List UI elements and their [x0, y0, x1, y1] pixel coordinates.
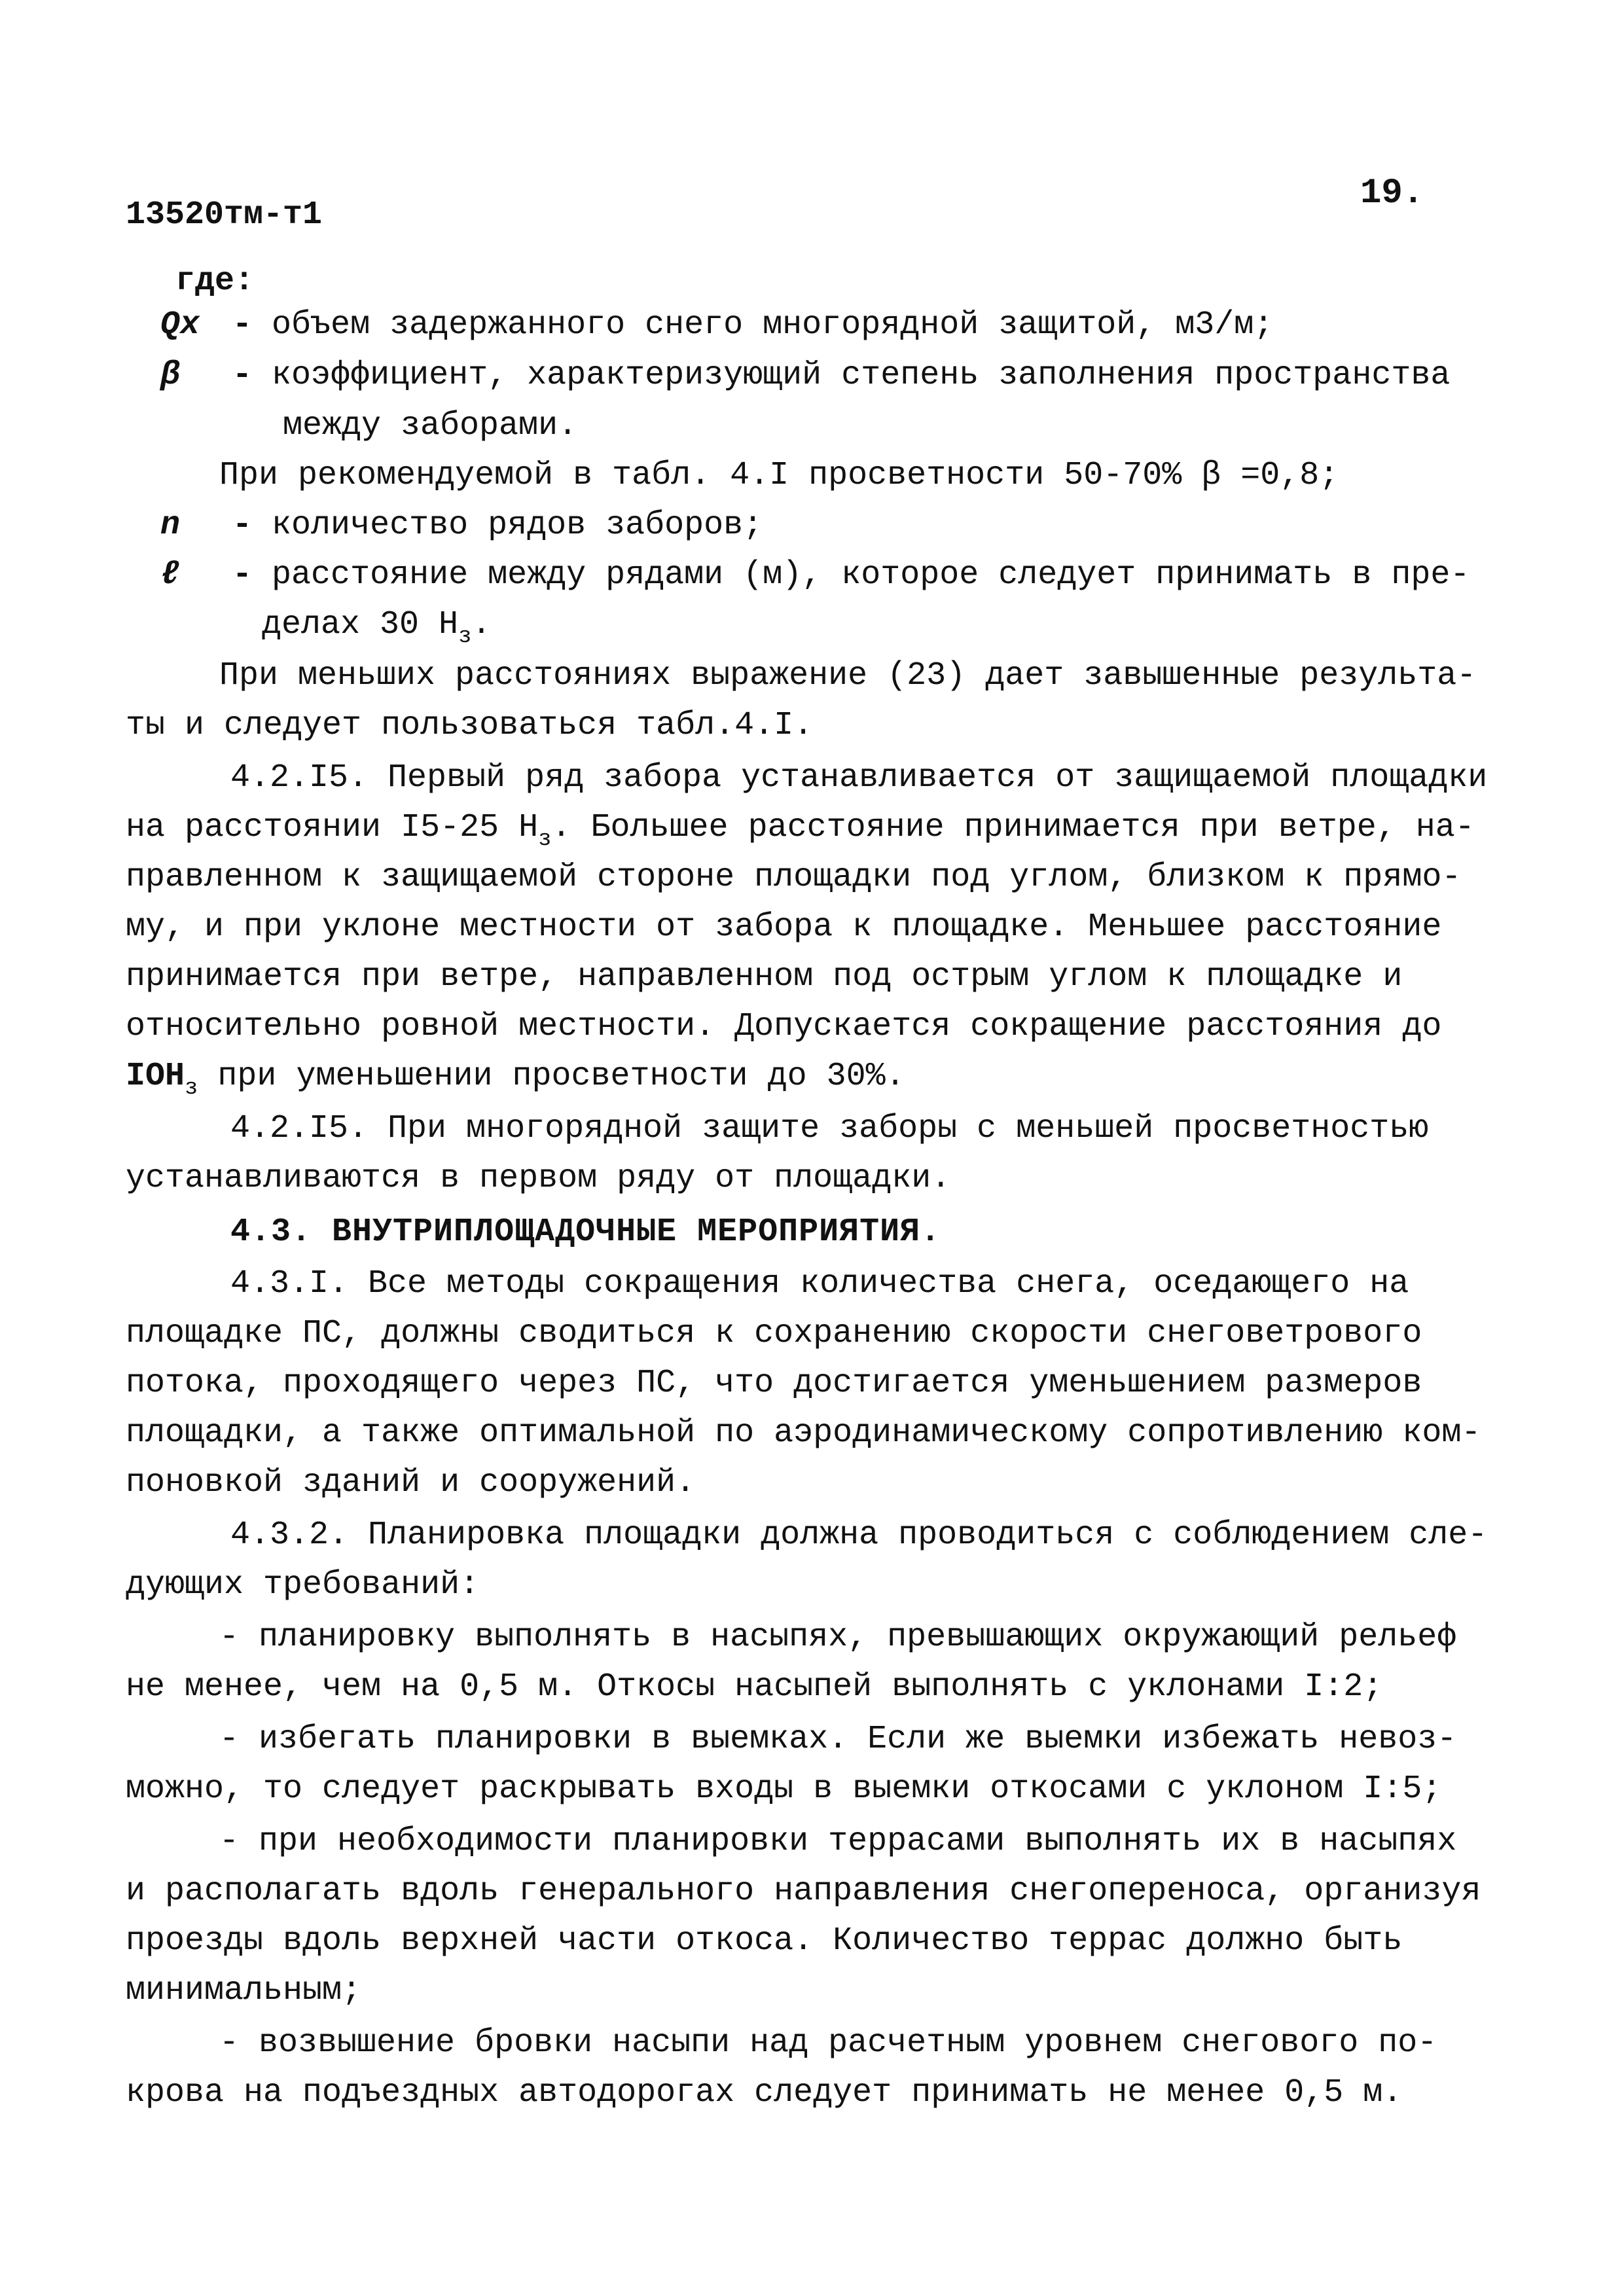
list-item-line: - при необходимости планировки террасами выполнять их в насыпях — [219, 1823, 1457, 1860]
list-item-line: - планировку выполнять в насыпях, превышающих окружающий рельеф — [219, 1619, 1457, 1656]
page-number: 19. — [1360, 173, 1424, 213]
section-heading: 4.3. ВНУТРИПЛОЩАДОЧНЫЕ МЕРОПРИЯТИЯ. — [230, 1213, 941, 1251]
list-item-line: крова на подъездных автодорогах следует принимать не менее 0,5 м. — [126, 2074, 1403, 2111]
paragraph-4215a-line: 4.2.I5. Первый ряд забора устанавливается от защищаемой площадки — [230, 759, 1488, 797]
paragraph-432-line: 4.3.2. Планировка площадки должна проводиться с соблюдением сле- — [230, 1516, 1488, 1554]
definition-text: объем задержанного снего многорядной защитой, м3/м; — [272, 306, 1274, 344]
definition-l: ℓ - расстояние между рядами (м), которое следует принимать в пре- — [160, 551, 1470, 600]
paragraph-4215b-line: устанавливаются в первом ряду от площадки. — [126, 1160, 951, 1197]
paragraph-line: ты и следует пользоваться табл.4.I. — [126, 707, 814, 744]
symbol-q: Qх — [160, 306, 200, 344]
definition-n: n - количество рядов заборов; — [160, 501, 763, 550]
paragraph-line: При меньших расстояниях выражение (23) дает завышенные результа- — [219, 657, 1477, 694]
list-item-line: минимальным; — [126, 1972, 362, 2009]
symbol-n: n — [160, 507, 181, 544]
definition-beta-value: При рекомендуемой в табл. 4.I просветности 50-70% β =0,8; — [219, 457, 1339, 494]
paragraph-4215a-line: правленном к защищаемой стороне площадки под углом, близком к прямо- — [126, 859, 1462, 896]
where-label: где: — [175, 262, 255, 300]
paragraph-431-line: площадке ПС, должны сводиться к сохранению скорости снеговетрового — [126, 1315, 1422, 1352]
definition-beta-cont: между заборами. — [283, 407, 578, 444]
symbol-l: ℓ — [160, 556, 181, 594]
definition-text: количество рядов заборов; — [272, 507, 763, 544]
symbol-beta: β — [160, 357, 181, 394]
definition-q: Qх - объем задержанного снего многорядной защитой, м3/м; — [160, 301, 1273, 350]
paragraph-4215a-line: му, и при уклоне местности от забора к площадке. Меньшее расстояние — [126, 908, 1442, 946]
paragraph-4215b-line: 4.2.I5. При многорядной защите заборы с меньшей просветностью — [230, 1110, 1429, 1147]
paragraph-431-line: 4.3.I. Все методы сокращения количества снега, оседающего на — [230, 1265, 1409, 1302]
paragraph-4215a-line: принимается при ветре, направленном под острым углом к площадке и — [126, 958, 1403, 996]
paragraph-431-line: поновкой зданий и сооружений. — [126, 1464, 696, 1501]
list-item-line: - возвышение бровки насыпи над расчетным уровнем снегового по- — [219, 2024, 1437, 2062]
paragraph-4215a-line: $IOH_з$ при уменьшении просветности до 30%. — [126, 1058, 905, 1101]
list-item-line: и располагать вдоль генерального направления снегопереноса, организуя — [126, 1873, 1481, 1910]
document-code: 13520тм-т1 — [126, 196, 323, 234]
definition-text: коэффициент, характеризующий степень заполнения пространства — [272, 357, 1451, 394]
paragraph-4215a-line: на расстоянии I5-25 $H_з$. Большее расстояние принимается при ветре, на- — [126, 809, 1475, 852]
paragraph-431-line: потока, проходящего через ПС, что достигается уменьшением размеров — [126, 1365, 1422, 1402]
list-item-line: не менее, чем на 0,5 м. Откосы насыпей выполнять с уклонами I:2; — [126, 1668, 1383, 1706]
paragraph-4215a-line: относительно ровной местности. Допускается сокращение расстояния до — [126, 1008, 1442, 1045]
definition-beta: β - коэффициент, характеризующий степень заполнения пространства — [160, 351, 1450, 400]
list-item-line: можно, то следует раскрывать входы в выемки откосами с уклоном I:5; — [126, 1770, 1442, 1808]
definition-l-cont: делах 30 $H_з$. — [262, 606, 492, 649]
definition-text: расстояние между рядами (м), которое следует принимать в пре- — [272, 556, 1470, 594]
paragraph-431-line: площадки, а также оптимальной по аэродинамическому сопротивлению ком- — [126, 1414, 1481, 1452]
list-item-line: - избегать планировки в выемках. Если же выемки избежать невоз- — [219, 1721, 1457, 1758]
list-item-line: проезды вдоль верхней части откоса. Количество террас должно быть — [126, 1922, 1403, 1960]
paragraph-432-line: дующих требований: — [126, 1566, 480, 1604]
